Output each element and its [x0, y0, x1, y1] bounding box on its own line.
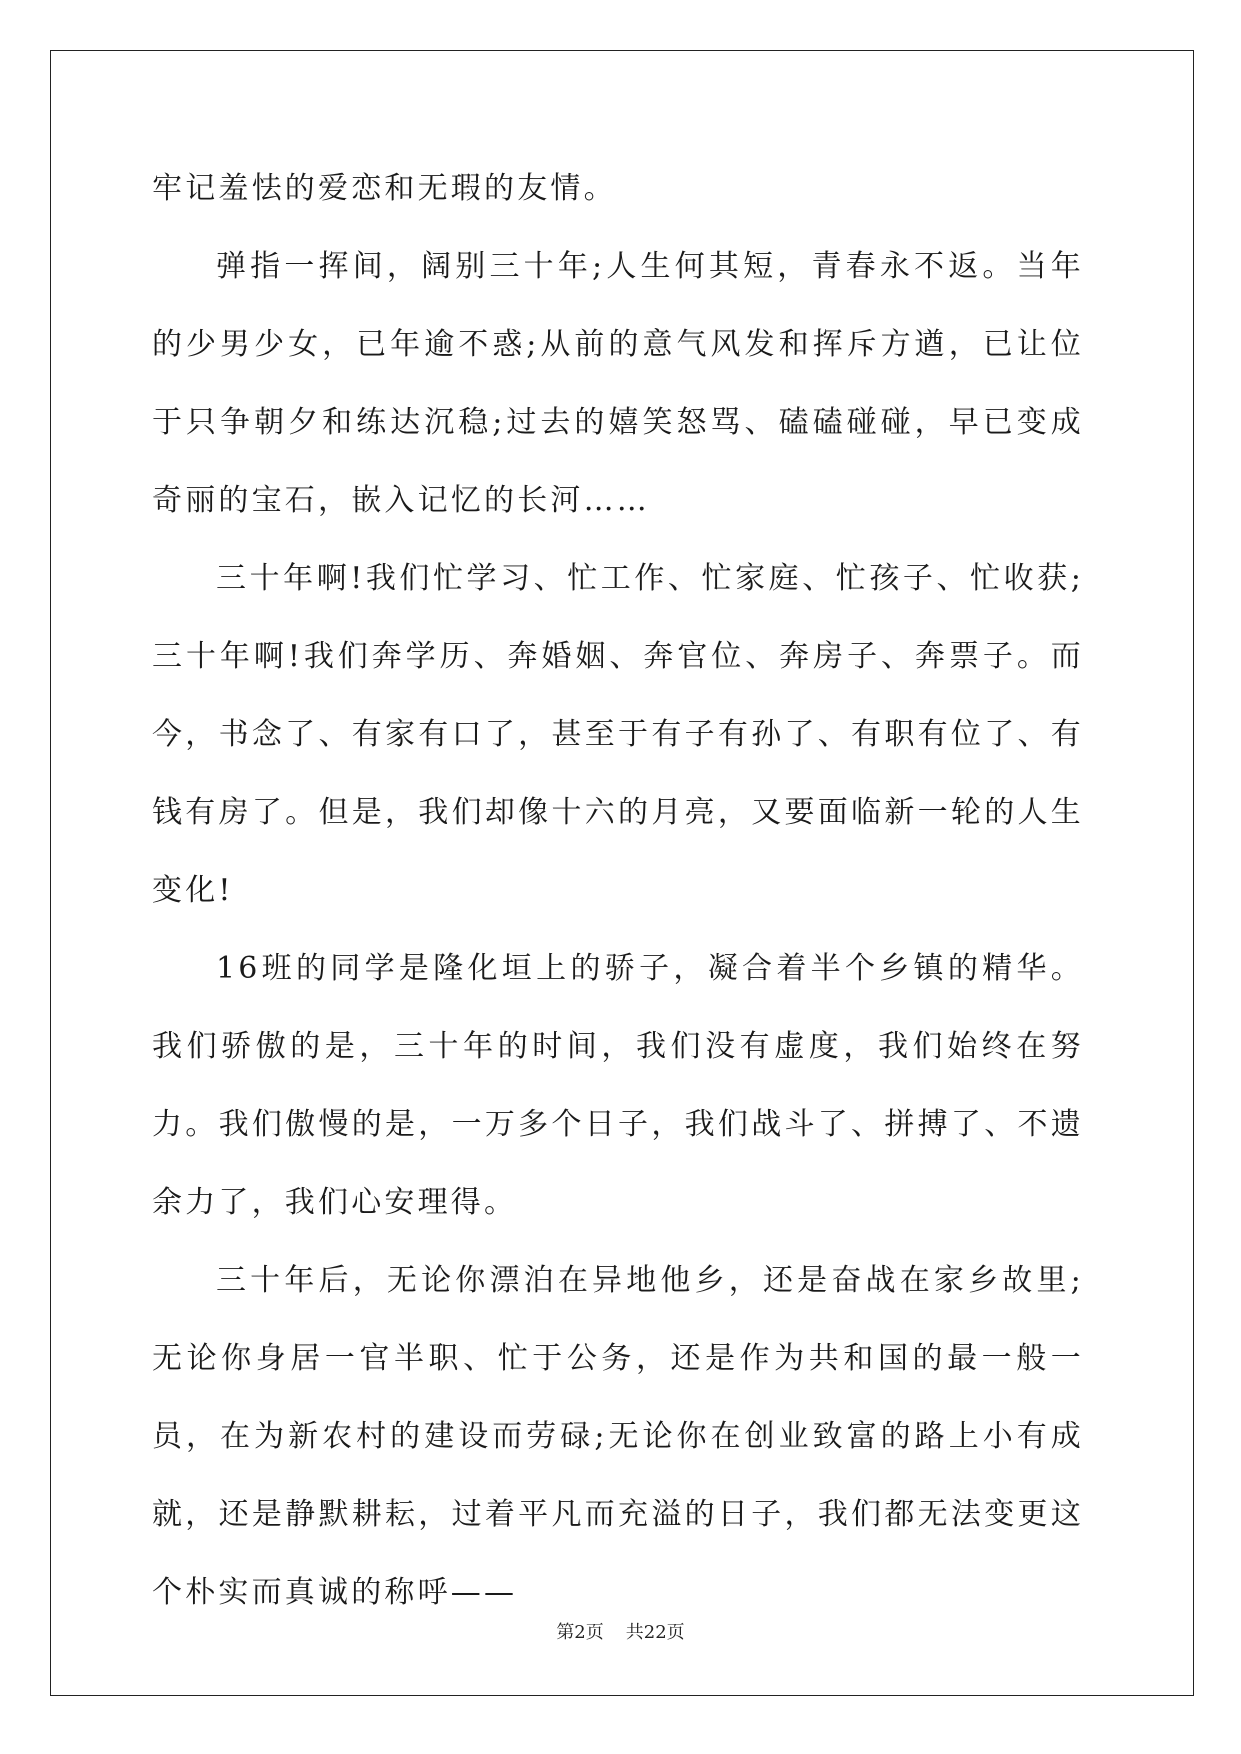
- page-number: 第2页: [556, 1622, 604, 1643]
- page-footer: [0, 1618, 1241, 1644]
- paragraph: 牢记羞怯的爱恋和无瑕的友情。: [152, 171, 617, 206]
- paragraph: 三十年啊!我们忙学习、忙工作、忙家庭、忙孩子、忙收获;三十年啊!我们奔学历、奔婚姻、奔官位、奔房子、奔票子。而今，书念了、有家有口了，甚至于有子有孙了、有职有位了、有钱有房了。但是，我们却像十六的月亮，又要面临新一轮的人生变化!: [152, 561, 1084, 908]
- paragraph: 三十年后，无论你漂泊在异地他乡，还是奋战在家乡故里;无论你身居一官半职、忙于公务，还是作为共和国的最一般一员，在为新农村的建设而劳碌;无论你在创业致富的路上小有成就，还是静默耕耘，过着平凡而充溢的日子，我们都无法变更这个朴实而真诚的称呼——: [152, 1263, 1084, 1610]
- paragraph: 弹指一挥间，阔别三十年;人生何其短，青春永不返。当年的少男少女，已年逾不惑;从前的意气风发和挥斥方遒，已让位于只争朝夕和练达沉稳;过去的嬉笑怒骂、磕磕碰碰，早已变成奇丽的宝石，嵌入记忆的长河……: [152, 249, 1084, 518]
- paragraph: 16班的同学是隆化垣上的骄子，凝合着半个乡镇的精华。我们骄傲的是，三十年的时间，我们没有虚度，我们始终在努力。我们傲慢的是，一万多个日子，我们战斗了、拼搏了、不遗余力了，我们心安理得。: [152, 951, 1084, 1220]
- page-total: 共22页: [625, 1622, 685, 1643]
- document-body: [152, 150, 1084, 1632]
